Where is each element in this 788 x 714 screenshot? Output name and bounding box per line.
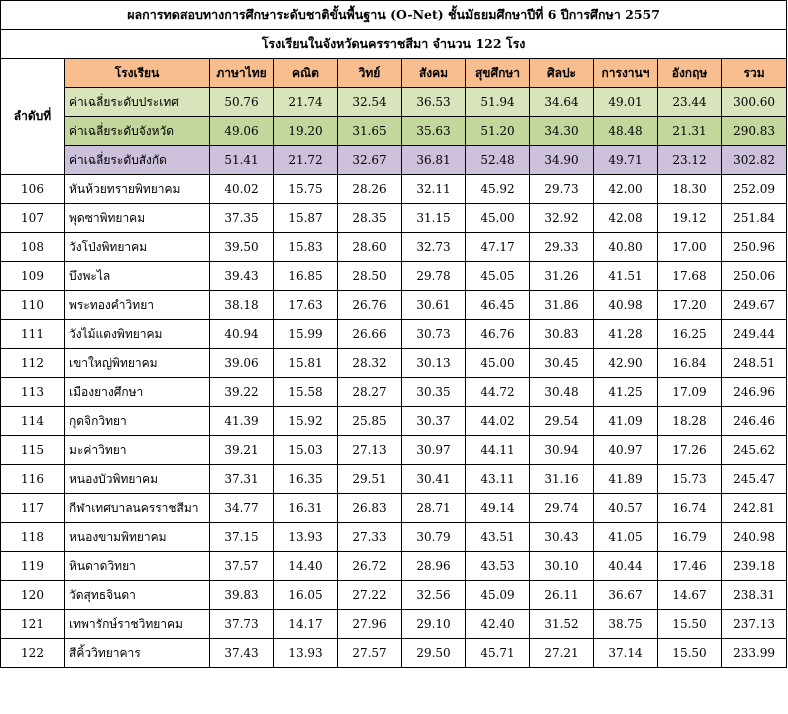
score-cell: 27.33: [338, 523, 402, 552]
score-cell: 29.54: [530, 407, 594, 436]
score-cell: 252.09: [722, 175, 787, 204]
average-value: 302.82: [722, 146, 787, 175]
school-name-cell: บึงพะไล: [65, 262, 210, 291]
score-cell: 41.25: [594, 378, 658, 407]
table-row: [1, 494, 787, 523]
score-cell: 39.50: [210, 233, 274, 262]
school-name-cell: วังไม้แดงพิทยาคม: [65, 320, 210, 349]
score-cell: 30.13: [402, 349, 466, 378]
school-name-cell: สีคิ้ววิทยาคาร: [65, 639, 210, 668]
school-name-cell: พระทองคำวิทยา: [65, 291, 210, 320]
score-cell: 42.90: [594, 349, 658, 378]
score-cell: 30.45: [530, 349, 594, 378]
score-cell: 41.28: [594, 320, 658, 349]
table-row: [1, 204, 787, 233]
score-cell: 40.97: [594, 436, 658, 465]
average-value: 290.83: [722, 117, 787, 146]
score-cell: 16.25: [658, 320, 722, 349]
score-cell: 15.75: [274, 175, 338, 204]
table-row: [1, 233, 787, 262]
rank-cell: 117: [1, 494, 65, 523]
score-cell: 31.86: [530, 291, 594, 320]
average-value: 21.31: [658, 117, 722, 146]
score-cell: 28.71: [402, 494, 466, 523]
average-value: 21.74: [274, 88, 338, 117]
page-title: ผลการทดสอบทางการศึกษาระดับชาติขั้นพื้นฐาน (O-Net) ชั้นมัธยมศึกษาปีที่ 6 ปีการศึกษา 2557: [1, 1, 787, 30]
score-cell: 16.79: [658, 523, 722, 552]
score-cell: 31.15: [402, 204, 466, 233]
score-cell: 43.11: [466, 465, 530, 494]
score-cell: 28.50: [338, 262, 402, 291]
score-cell: 15.87: [274, 204, 338, 233]
score-cell: 39.43: [210, 262, 274, 291]
score-cell: 28.26: [338, 175, 402, 204]
school-name-cell: พุดซาพิทยาคม: [65, 204, 210, 233]
average-label: ค่าเฉลี่ยระดับจังหวัด: [65, 117, 210, 146]
score-cell: 13.93: [274, 523, 338, 552]
school-name-cell: เขาใหญ่พิทยาคม: [65, 349, 210, 378]
score-cell: 41.51: [594, 262, 658, 291]
score-cell: 29.73: [530, 175, 594, 204]
average-province-row: [1, 117, 787, 146]
score-cell: 16.31: [274, 494, 338, 523]
score-cell: 40.02: [210, 175, 274, 204]
score-cell: 37.73: [210, 610, 274, 639]
table-row: [1, 465, 787, 494]
score-cell: 245.62: [722, 436, 787, 465]
score-cell: 26.66: [338, 320, 402, 349]
average-value: 51.41: [210, 146, 274, 175]
table-row: [1, 581, 787, 610]
score-cell: 38.75: [594, 610, 658, 639]
score-cell: 30.41: [402, 465, 466, 494]
score-cell: 249.67: [722, 291, 787, 320]
rank-cell: 111: [1, 320, 65, 349]
score-cell: 37.35: [210, 204, 274, 233]
score-cell: 16.05: [274, 581, 338, 610]
average-value: 50.76: [210, 88, 274, 117]
score-cell: 15.50: [658, 639, 722, 668]
score-cell: 37.43: [210, 639, 274, 668]
average-label: ค่าเฉลี่ยระดับสังกัด: [65, 146, 210, 175]
school-name-cell: เมืองยางศึกษา: [65, 378, 210, 407]
score-cell: 245.47: [722, 465, 787, 494]
score-cell: 237.13: [722, 610, 787, 639]
table-row: [1, 320, 787, 349]
rank-cell: 121: [1, 610, 65, 639]
score-cell: 14.67: [658, 581, 722, 610]
average-label: ค่าเฉลี่ยระดับประเทศ: [65, 88, 210, 117]
score-cell: 30.61: [402, 291, 466, 320]
score-cell: 30.94: [530, 436, 594, 465]
score-cell: 15.83: [274, 233, 338, 262]
column-header-thai: ภาษาไทย: [210, 59, 274, 88]
score-cell: 26.76: [338, 291, 402, 320]
score-cell: 249.44: [722, 320, 787, 349]
average-value: 23.12: [658, 146, 722, 175]
rank-cell: 120: [1, 581, 65, 610]
average-value: 32.54: [338, 88, 402, 117]
score-cell: 19.12: [658, 204, 722, 233]
table-row: [1, 552, 787, 581]
score-cell: 30.83: [530, 320, 594, 349]
school-name-cell: กีฬาเทศบาลนครราชสีมา: [65, 494, 210, 523]
score-cell: 41.39: [210, 407, 274, 436]
score-cell: 47.17: [466, 233, 530, 262]
score-cell: 15.58: [274, 378, 338, 407]
table-row: [1, 291, 787, 320]
column-header-science: วิทย์: [338, 59, 402, 88]
score-cell: 34.77: [210, 494, 274, 523]
school-name-cell: วัดสุทธจินดา: [65, 581, 210, 610]
rank-cell: 116: [1, 465, 65, 494]
score-cell: 17.00: [658, 233, 722, 262]
page-subtitle: โรงเรียนในจังหวัดนครราชสีมา จำนวน 122 โรง: [1, 30, 787, 59]
average-value: 34.90: [530, 146, 594, 175]
score-cell: 16.85: [274, 262, 338, 291]
score-cell: 15.81: [274, 349, 338, 378]
score-cell: 239.18: [722, 552, 787, 581]
score-cell: 30.37: [402, 407, 466, 436]
score-cell: 15.50: [658, 610, 722, 639]
score-cell: 30.48: [530, 378, 594, 407]
score-cell: 41.89: [594, 465, 658, 494]
score-cell: 39.83: [210, 581, 274, 610]
score-cell: 32.92: [530, 204, 594, 233]
average-district-row: [1, 146, 787, 175]
table-row: [1, 523, 787, 552]
average-value: 51.94: [466, 88, 530, 117]
column-header-work: การงานฯ: [594, 59, 658, 88]
average-value: 23.44: [658, 88, 722, 117]
rank-cell: 109: [1, 262, 65, 291]
average-value: 49.71: [594, 146, 658, 175]
average-value: 32.67: [338, 146, 402, 175]
score-cell: 45.71: [466, 639, 530, 668]
rank-cell: 108: [1, 233, 65, 262]
score-cell: 32.73: [402, 233, 466, 262]
score-cell: 45.00: [466, 204, 530, 233]
table-row: [1, 610, 787, 639]
score-cell: 29.51: [338, 465, 402, 494]
table-row: [1, 407, 787, 436]
school-name-cell: กุดจิกวิทยา: [65, 407, 210, 436]
score-cell: 15.03: [274, 436, 338, 465]
score-cell: 29.33: [530, 233, 594, 262]
table-row: [1, 175, 787, 204]
school-name-cell: หันห้วยทรายพิทยาคม: [65, 175, 210, 204]
score-cell: 40.57: [594, 494, 658, 523]
average-value: 21.72: [274, 146, 338, 175]
score-cell: 27.13: [338, 436, 402, 465]
score-cell: 28.96: [402, 552, 466, 581]
score-cell: 246.96: [722, 378, 787, 407]
score-cell: 44.02: [466, 407, 530, 436]
column-header-health: สุขศึกษา: [466, 59, 530, 88]
average-value: 36.53: [402, 88, 466, 117]
average-value: 34.64: [530, 88, 594, 117]
score-cell: 30.79: [402, 523, 466, 552]
score-cell: 29.78: [402, 262, 466, 291]
rank-cell: 118: [1, 523, 65, 552]
score-cell: 43.51: [466, 523, 530, 552]
score-cell: 46.76: [466, 320, 530, 349]
score-cell: 41.09: [594, 407, 658, 436]
table-row: [1, 349, 787, 378]
score-cell: 37.57: [210, 552, 274, 581]
rank-cell: 114: [1, 407, 65, 436]
score-cell: 45.05: [466, 262, 530, 291]
score-cell: 28.32: [338, 349, 402, 378]
score-cell: 28.27: [338, 378, 402, 407]
score-cell: 30.43: [530, 523, 594, 552]
score-cell: 28.35: [338, 204, 402, 233]
average-value: 35.63: [402, 117, 466, 146]
average-value: 49.01: [594, 88, 658, 117]
score-cell: 44.72: [466, 378, 530, 407]
score-cell: 49.14: [466, 494, 530, 523]
average-value: 51.20: [466, 117, 530, 146]
score-cell: 37.31: [210, 465, 274, 494]
average-value: 48.48: [594, 117, 658, 146]
score-cell: 250.06: [722, 262, 787, 291]
score-cell: 31.26: [530, 262, 594, 291]
score-cell: 14.17: [274, 610, 338, 639]
rank-cell: 112: [1, 349, 65, 378]
score-cell: 42.40: [466, 610, 530, 639]
school-name-cell: หนองขามพิทยาคม: [65, 523, 210, 552]
score-cell: 46.45: [466, 291, 530, 320]
score-cell: 17.46: [658, 552, 722, 581]
average-value: 52.48: [466, 146, 530, 175]
score-cell: 30.35: [402, 378, 466, 407]
score-cell: 238.31: [722, 581, 787, 610]
score-cell: 29.50: [402, 639, 466, 668]
school-name-cell: เทพารักษ์ราชวิทยาคม: [65, 610, 210, 639]
score-cell: 246.46: [722, 407, 787, 436]
score-cell: 32.56: [402, 581, 466, 610]
score-cell: 41.05: [594, 523, 658, 552]
column-header-total: รวม: [722, 59, 787, 88]
average-national-row: [1, 88, 787, 117]
score-cell: 40.44: [594, 552, 658, 581]
score-cell: 42.00: [594, 175, 658, 204]
score-cell: 251.84: [722, 204, 787, 233]
score-cell: 32.11: [402, 175, 466, 204]
score-cell: 30.73: [402, 320, 466, 349]
score-cell: 45.09: [466, 581, 530, 610]
score-cell: 39.06: [210, 349, 274, 378]
rank-cell: 107: [1, 204, 65, 233]
score-cell: 26.83: [338, 494, 402, 523]
rank-cell: 113: [1, 378, 65, 407]
score-cell: 14.40: [274, 552, 338, 581]
score-cell: 25.85: [338, 407, 402, 436]
column-header-school: โรงเรียน: [65, 59, 210, 88]
table-row: [1, 436, 787, 465]
school-name-cell: วังโป่งพิทยาคม: [65, 233, 210, 262]
rank-cell: 110: [1, 291, 65, 320]
score-cell: 40.98: [594, 291, 658, 320]
score-cell: 248.51: [722, 349, 787, 378]
score-cell: 250.96: [722, 233, 787, 262]
score-cell: 37.15: [210, 523, 274, 552]
school-name-cell: หินดาดวิทยา: [65, 552, 210, 581]
score-cell: 26.72: [338, 552, 402, 581]
average-value: 36.81: [402, 146, 466, 175]
column-header-math: คณิต: [274, 59, 338, 88]
score-cell: 16.84: [658, 349, 722, 378]
score-cell: 44.11: [466, 436, 530, 465]
rank-cell: 115: [1, 436, 65, 465]
score-cell: 17.09: [658, 378, 722, 407]
score-cell: 42.08: [594, 204, 658, 233]
average-value: 300.60: [722, 88, 787, 117]
column-header-english: อังกฤษ: [658, 59, 722, 88]
score-cell: 18.30: [658, 175, 722, 204]
score-cell: 27.21: [530, 639, 594, 668]
table-row: [1, 639, 787, 668]
score-cell: 30.97: [402, 436, 466, 465]
rank-cell: 106: [1, 175, 65, 204]
score-cell: 43.53: [466, 552, 530, 581]
average-value: 49.06: [210, 117, 274, 146]
score-cell: 38.18: [210, 291, 274, 320]
score-cell: 31.16: [530, 465, 594, 494]
average-value: 34.30: [530, 117, 594, 146]
header-row: [1, 59, 787, 88]
score-cell: 28.60: [338, 233, 402, 262]
score-cell: 27.57: [338, 639, 402, 668]
school-name-cell: หนองบัวพิทยาคม: [65, 465, 210, 494]
score-cell: 26.11: [530, 581, 594, 610]
average-value: 31.65: [338, 117, 402, 146]
score-cell: 40.94: [210, 320, 274, 349]
table-row: [1, 378, 787, 407]
column-header-art: ศิลปะ: [530, 59, 594, 88]
score-cell: 40.80: [594, 233, 658, 262]
score-cell: 45.92: [466, 175, 530, 204]
score-cell: 17.63: [274, 291, 338, 320]
score-cell: 17.26: [658, 436, 722, 465]
score-cell: 29.74: [530, 494, 594, 523]
score-cell: 242.81: [722, 494, 787, 523]
score-cell: 240.98: [722, 523, 787, 552]
school-name-cell: มะค่าวิทยา: [65, 436, 210, 465]
rank-header: ลำดับที่: [1, 59, 65, 175]
score-cell: 15.92: [274, 407, 338, 436]
score-cell: 30.10: [530, 552, 594, 581]
score-cell: 37.14: [594, 639, 658, 668]
score-cell: 27.96: [338, 610, 402, 639]
average-value: 19.20: [274, 117, 338, 146]
score-cell: 15.99: [274, 320, 338, 349]
rank-cell: 122: [1, 639, 65, 668]
score-cell: 16.74: [658, 494, 722, 523]
score-cell: 18.28: [658, 407, 722, 436]
table-row: [1, 262, 787, 291]
score-cell: 16.35: [274, 465, 338, 494]
column-header-social: สังคม: [402, 59, 466, 88]
score-cell: 15.73: [658, 465, 722, 494]
score-cell: 39.21: [210, 436, 274, 465]
score-cell: 31.52: [530, 610, 594, 639]
score-cell: 45.00: [466, 349, 530, 378]
score-cell: 17.68: [658, 262, 722, 291]
score-cell: 13.93: [274, 639, 338, 668]
score-cell: 27.22: [338, 581, 402, 610]
score-cell: 36.67: [594, 581, 658, 610]
score-cell: 39.22: [210, 378, 274, 407]
rank-cell: 119: [1, 552, 65, 581]
score-cell: 29.10: [402, 610, 466, 639]
score-cell: 17.20: [658, 291, 722, 320]
score-cell: 233.99: [722, 639, 787, 668]
